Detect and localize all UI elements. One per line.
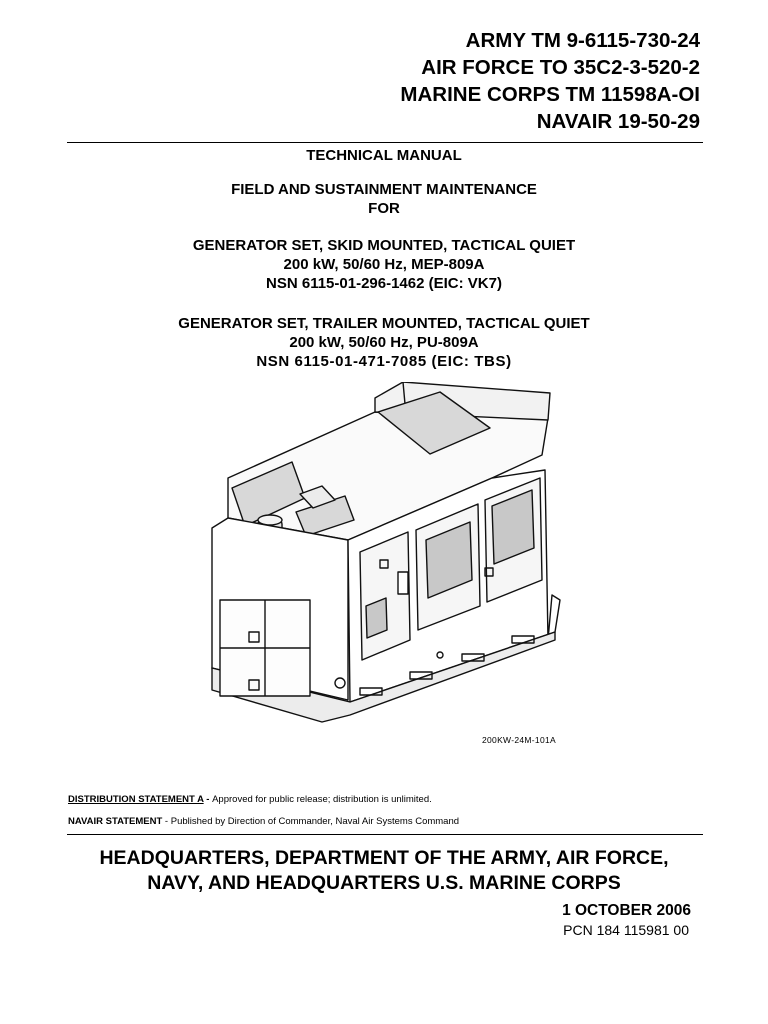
publication-date: 1 OCTOBER 2006 [562,902,691,919]
air-force-to-number: AIR FORCE TO 35C2-3-520-2 [421,56,700,79]
navair-number: NAVAIR 19-50-29 [536,110,700,133]
system-name: GENERATOR SET, SKID MOUNTED, TACTICAL QUIET [192,237,576,254]
system-spec: 200 kW, 50/60 Hz, MEP-809A [283,256,485,273]
distribution-statement [68,794,432,805]
top-divider [67,142,703,143]
figure-identifier: 200KW-24M-101A [482,735,556,745]
system-skid-mounted [0,236,768,293]
bottom-divider [67,834,703,835]
manual-type: TECHNICAL MANUAL [306,147,462,164]
navair-statement [68,816,459,827]
headquarters-block [0,846,768,896]
distribution-statement-label: DISTRIBUTION STATEMENT A [68,794,204,805]
navair-statement-text: Published by Direction of Commander, Naval Air Systems Command [170,816,460,827]
generator-set-illustration [200,382,580,747]
maintenance-heading [0,180,768,218]
for-label: FOR [368,200,400,217]
distribution-statement-separator: - [203,794,213,805]
distribution-statement-text: Approved for public release; distribution is unlimited. [212,794,432,805]
army-tm-number: ARMY TM 9-6115-730-24 [465,29,700,52]
system-name: GENERATOR SET, TRAILER MOUNTED, TACTICAL QUIET [178,315,590,332]
headquarters-line: HEADQUARTERS, DEPARTMENT OF THE ARMY, AIR FORCE, [99,847,669,869]
navair-statement-label: NAVAIR STATEMENT [68,816,163,827]
marine-corps-tm-number: MARINE CORPS TM 11598A-OI [400,83,700,106]
pcn-number: PCN 184 115981 00 [563,922,689,938]
system-nsn: NSN 6115-01-471-7085 (EIC: TBS) [256,353,512,370]
system-nsn: NSN 6115-01-296-1462 (EIC: VK7) [266,275,502,292]
system-spec: 200 kW, 50/60 Hz, PU-809A [289,334,479,351]
system-trailer-mounted [0,314,768,371]
maintenance-level: FIELD AND SUSTAINMENT MAINTENANCE [231,181,537,198]
publication-numbers [400,27,700,135]
navair-statement-separator: - [162,816,171,827]
headquarters-line: NAVY, AND HEADQUARTERS U.S. MARINE CORPS [147,872,621,894]
